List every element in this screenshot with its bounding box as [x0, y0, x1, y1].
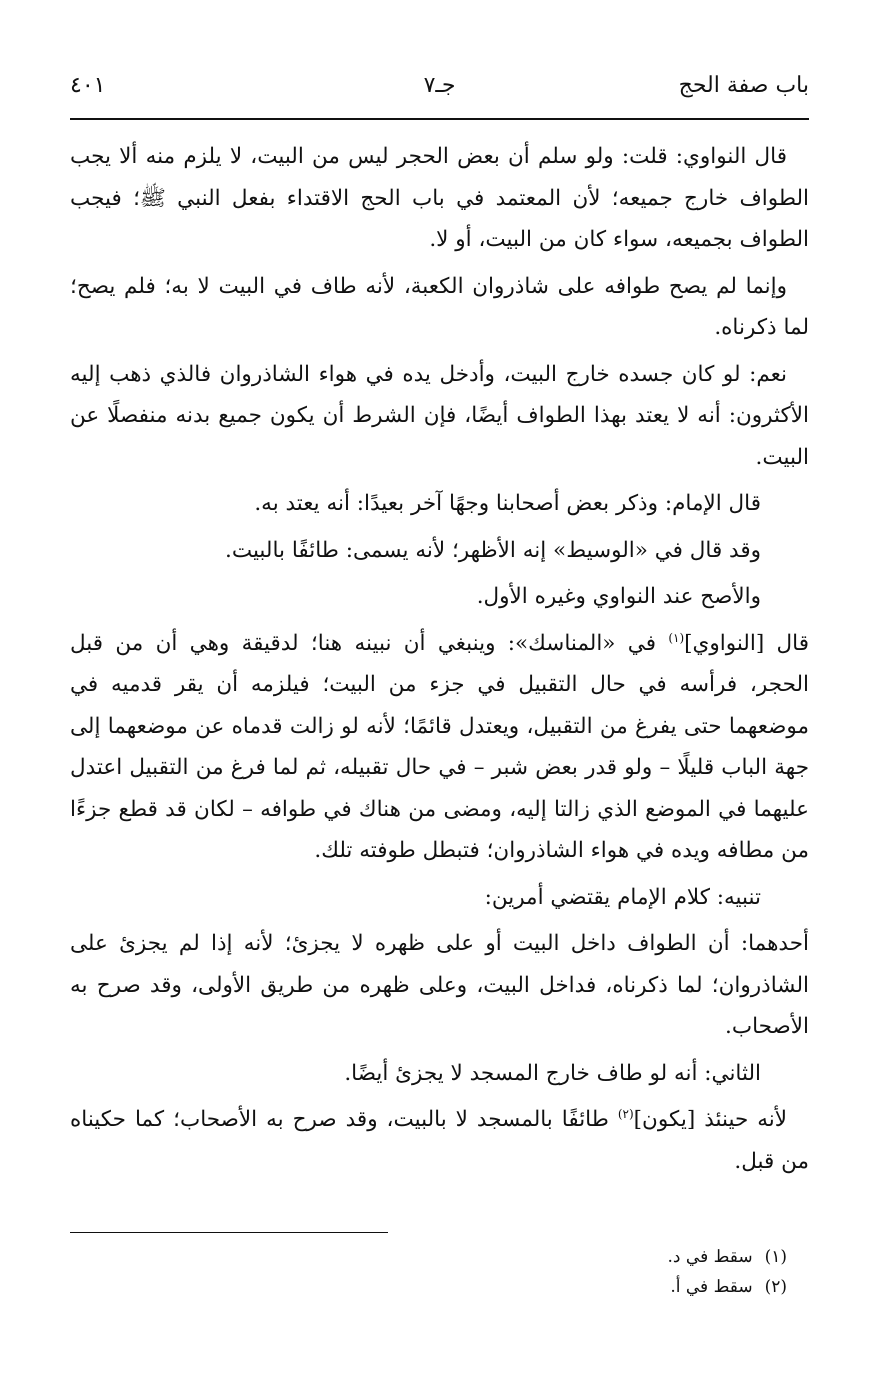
- paragraph-1: قال النواوي: قلت: ولو سلم أن بعض الحجر ليس من البيت، لا يلزم منه ألا يجب الطواف خارج جميعه؛ لأن المعتمد في باب الحج الاقتداء بفعل النبي ﷺ؛ فيجب الطواف بجميعه، سواء كان من البيت، أو لا.: [70, 144, 809, 252]
- page-header: [70, 62, 809, 108]
- footnote-1: [70, 1242, 809, 1272]
- paragraph-7-start: قال [النواوي]: [684, 630, 809, 656]
- paragraph-2: وإنما لم يصح طوافه على شاذروان الكعبة، لأنه طاف في البيت لا به؛ فلم يصح؛ لما ذكرناه.: [70, 273, 809, 340]
- footnote-ref-1: (١): [668, 630, 685, 645]
- paragraph-11-start: لأنه حينئذ [يكون]: [633, 1107, 787, 1132]
- main-text: [70, 136, 809, 1187]
- footnote-rule: [70, 1232, 388, 1233]
- paragraph-8: تنبيه: كلام الإمام يقتضي أمرين:: [484, 884, 761, 910]
- footnotes: [70, 1242, 809, 1302]
- paragraph-11-rest: طائفًا بالمسجد لا بالبيت، وقد صرح به الأصحاب؛ كما حكيناه من قبل.: [70, 1107, 809, 1174]
- header-rule: [70, 118, 809, 120]
- paragraph-6: والأصح عند النواوي وغيره الأول.: [476, 584, 761, 609]
- footnote-2: [70, 1272, 809, 1302]
- footnote-ref-2: (٢): [617, 1106, 634, 1121]
- footnote-number: (١): [764, 1247, 787, 1267]
- paragraph-4: قال الإمام: وذكر بعض أصحابنا وجهًا آخر بعيدًا: أنه يعتد به.: [254, 491, 761, 516]
- footnote-text: سقط في أ.: [670, 1277, 753, 1297]
- volume-label: جـ٧: [423, 72, 456, 98]
- footnote-number: (٢): [764, 1277, 787, 1297]
- chapter-title: باب صفة الحج: [678, 72, 809, 98]
- paragraph-11: [70, 1099, 809, 1182]
- paragraph-3: نعم: لو كان جسده خارج البيت، وأدخل يده في هواء الشاذروان فالذي ذهب إليه الأكثرون: أنه لا يعتد بهذا الطواف أيضًا، فإن الشرط أن يكون جميع بدنه منفصلًا عن البيت.: [70, 361, 809, 470]
- paragraph-9: أحدهما: أن الطواف داخل البيت أو على ظهره لا يجزئ؛ لأنه إذا لم يجزئ على الشاذروان؛ لما ذكرناه، فداخل البيت، وعلى ظهره من طريق الأولى، وقد صرح به الأصحاب.: [70, 931, 809, 1039]
- footnote-text: سقط في د.: [667, 1247, 753, 1267]
- page-number: ٤٠١: [70, 72, 106, 98]
- paragraph-7: [70, 623, 809, 872]
- paragraph-7-rest: في «المناسك»: وينبغي أن نبينه هنا؛ لدقيقة وهي أن من قبل الحجر، فرأسه في حال التقبيل في جزء من البيت؛ فيلزمه أن يقر قدميه في موضعهما حتى يفرغ من التقبيل، ويعتدل قائمًا؛ لأنه لو زالت قدماه عن موضعهما إلى جهة الباب قليلًا – ولو قدر بعض شبر – في حال تقبيله، ثم لما فرغ من التقبيل اعتدل عليهما في الموضع الذي زالتا إليه، ومضى من هناك في طوافه – لكان قد قطع جزءًا من مطافه ويده في هواء الشاذروان؛ فتبطل طوفته تلك.: [70, 630, 809, 863]
- paragraph-5: وقد قال في «الوسيط» إنه الأظهر؛ لأنه يسمى: طائفًا بالبيت.: [225, 537, 761, 563]
- paragraph-10: الثاني: أنه لو طاف خارج المسجد لا يجزئ أيضًا.: [344, 1060, 761, 1086]
